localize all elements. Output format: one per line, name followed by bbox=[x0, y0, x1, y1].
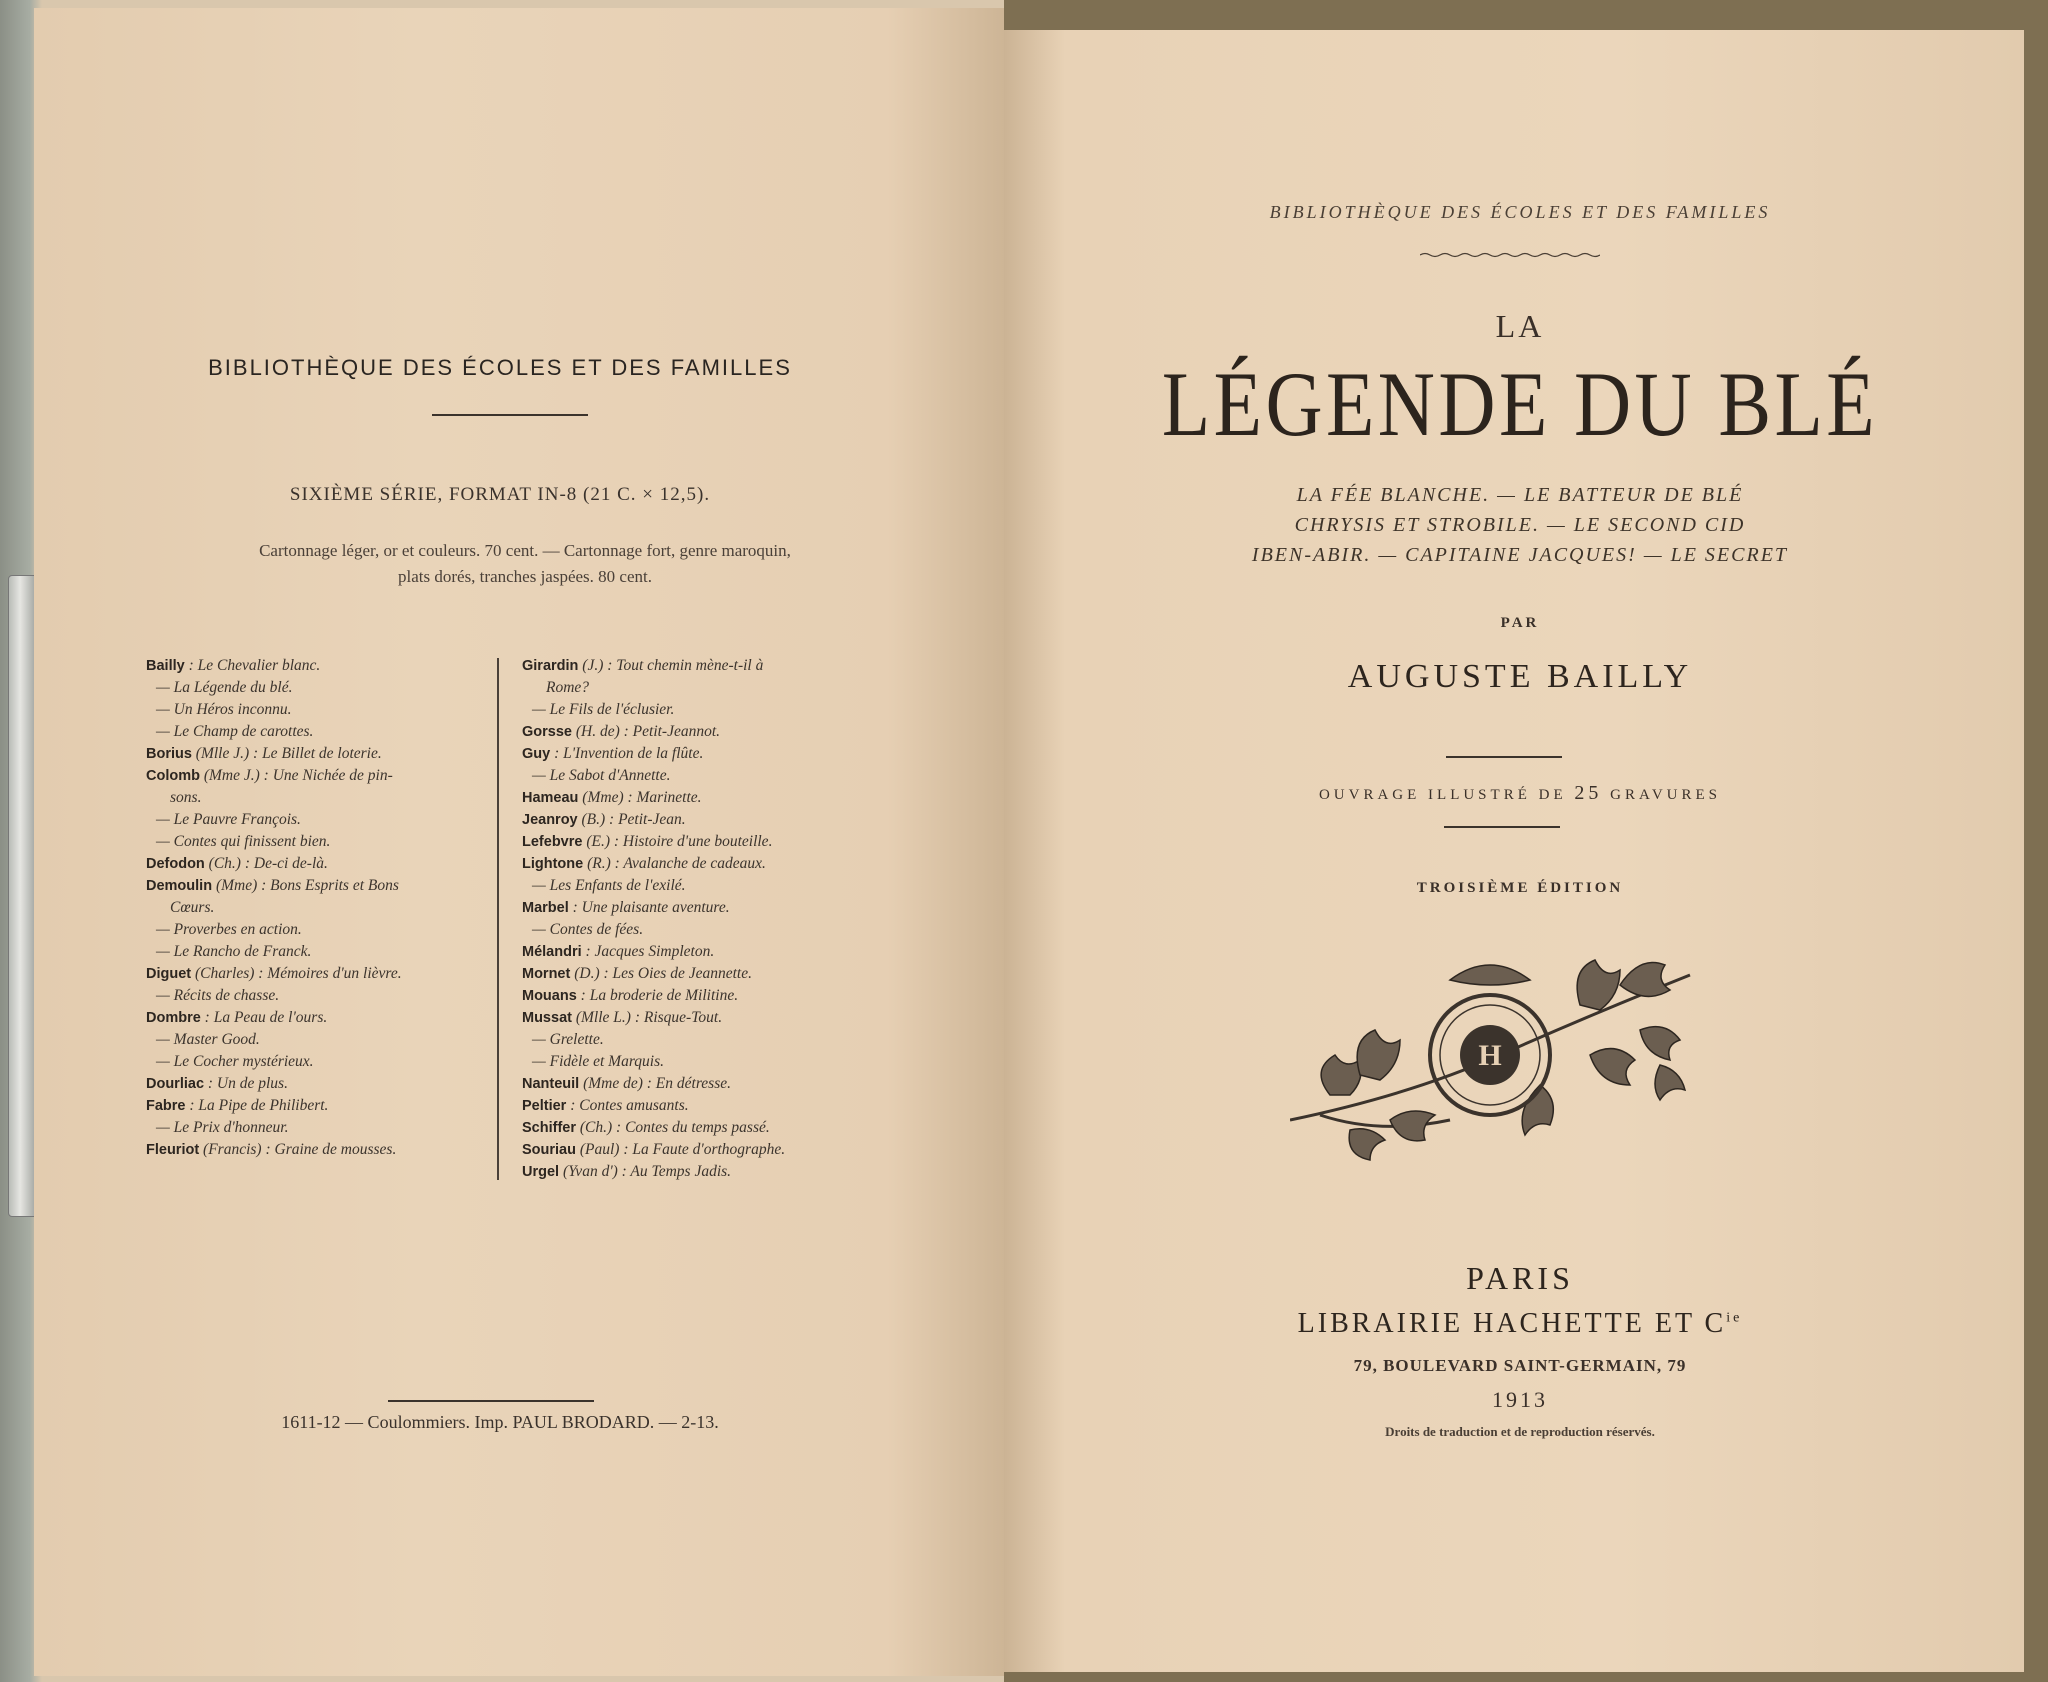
publisher-address: 79, BOULEVARD SAINT-GERMAIN, 79 bbox=[1353, 1356, 1687, 1375]
catalog-subentry: — Contes qui finissent bien. bbox=[156, 833, 331, 850]
illustration-post: GRAVURES bbox=[1610, 787, 1722, 803]
catalog-title: (Mme) : Marinette. bbox=[578, 789, 702, 806]
catalog-entry bbox=[522, 1139, 785, 1161]
catalog-entry bbox=[146, 655, 402, 677]
catalog-author: Girardin bbox=[522, 658, 579, 674]
printer-rule bbox=[388, 1400, 594, 1402]
catalog-author: Jeanroy bbox=[522, 812, 578, 828]
catalog-column-right bbox=[522, 655, 785, 1183]
catalog-title: : La Peau de l'ours. bbox=[200, 1009, 328, 1026]
catalog-author: Mouans bbox=[522, 988, 577, 1004]
catalog-title: : Jacques Simpleton. bbox=[581, 943, 715, 960]
catalog-entry bbox=[522, 1161, 785, 1183]
catalog-subentry: — Le Rancho de Franck. bbox=[156, 943, 312, 960]
catalog-subentry: — Le Prix d'honneur. bbox=[156, 1119, 289, 1136]
illustration-pre: OUVRAGE ILLUSTRÉ DE bbox=[1318, 787, 1567, 803]
by-label: PAR bbox=[1500, 615, 1540, 631]
catalog-author: Dombre bbox=[146, 1010, 201, 1026]
catalog-subentry: — Contes de fées. bbox=[532, 921, 644, 938]
catalog-entry bbox=[146, 1139, 402, 1161]
catalog-subentry: — Récits de chasse. bbox=[156, 987, 280, 1004]
catalog-entry bbox=[522, 941, 785, 963]
ornamental-rule bbox=[1420, 252, 1600, 258]
catalog-subentry: — Le Cocher mystérieux. bbox=[156, 1053, 314, 1070]
catalog-author: Borius bbox=[146, 746, 192, 762]
publication-year: 1913 bbox=[1492, 1387, 1548, 1412]
catalog-column-left bbox=[146, 655, 402, 1161]
catalog-entry bbox=[522, 743, 785, 765]
catalog-title: (Paul) : La Faute d'orthographe. bbox=[575, 1141, 786, 1158]
catalog-author: Schiffer bbox=[522, 1120, 576, 1136]
catalog-author: Mélandri bbox=[522, 944, 582, 960]
binding-info bbox=[160, 538, 890, 590]
left-series-title: BIBLIOTHÈQUE DES ÉCOLES ET DES FAMILLES bbox=[208, 355, 792, 380]
publisher-name-text: LIBRAIRIE HACHETTE ET C bbox=[1297, 1308, 1727, 1339]
catalog-author: Peltier bbox=[522, 1098, 567, 1114]
catalog-entry bbox=[522, 985, 785, 1007]
catalog-title: (Yvan d') : Au Temps Jadis. bbox=[559, 1163, 732, 1180]
catalog-author: Nanteuil bbox=[522, 1076, 580, 1092]
author-rule-top bbox=[1446, 756, 1562, 758]
catalog-title: (Ch.) : De-ci de-là. bbox=[204, 855, 328, 872]
catalog-entry bbox=[522, 655, 785, 677]
catalog-entry bbox=[146, 963, 402, 985]
catalog-author: Guy bbox=[522, 746, 551, 762]
catalog-entry bbox=[522, 1095, 785, 1117]
catalog-title: (D.) : Les Oies de Jeannette. bbox=[570, 965, 752, 982]
catalog-author: Colomb bbox=[146, 768, 200, 784]
catalog-author: Defodon bbox=[146, 856, 205, 872]
catalog-title: (Charles) : Mémoires d'un lièvre. bbox=[191, 965, 402, 982]
catalog-entry bbox=[522, 1073, 785, 1095]
catalog-author: Hameau bbox=[522, 790, 579, 806]
catalog-author: Lightone bbox=[522, 856, 584, 872]
catalog-title: (Francis) : Graine de mousses. bbox=[199, 1141, 397, 1158]
subtitle-line-1: LA FÉE BLANCHE. — LE BATTEUR DE BLÉ bbox=[1296, 484, 1744, 506]
catalog-author: Lefebvre bbox=[522, 834, 583, 850]
catalog-subentry: Rome? bbox=[546, 679, 590, 696]
left-title-rule bbox=[432, 414, 588, 416]
author-name: AUGUSTE BAILLY bbox=[1347, 658, 1693, 695]
catalog-subentry: — Le Sabot d'Annette. bbox=[532, 767, 671, 784]
catalog-title: : La Pipe de Philibert. bbox=[185, 1097, 329, 1114]
catalog-title: (Mme de) : En détresse. bbox=[579, 1075, 731, 1092]
catalog-title: : Un de plus. bbox=[204, 1075, 288, 1092]
catalog-subentry: Cœurs. bbox=[170, 899, 215, 916]
catalog-author: Dourliac bbox=[146, 1076, 205, 1092]
publisher-mark-letter: H bbox=[1478, 1039, 1502, 1072]
catalog-title: (Mme J.) : Une Nichée de pin- bbox=[199, 767, 393, 784]
right-series-title: BIBLIOTHÈQUE DES ÉCOLES ET DES FAMILLES bbox=[1269, 202, 1771, 222]
title-article: LA bbox=[1495, 308, 1545, 344]
catalog-author: Souriau bbox=[522, 1142, 576, 1158]
catalog-entry bbox=[146, 1007, 402, 1029]
rights-notice: Droits de traduction et de reproduction réservés. bbox=[1385, 1424, 1655, 1439]
catalog-title: (J.) : Tout chemin mène-t-il à bbox=[578, 657, 764, 674]
publisher-city: PARIS bbox=[1466, 1260, 1574, 1296]
catalog-author: Bailly bbox=[146, 658, 185, 674]
catalog-entry bbox=[522, 963, 785, 985]
catalog-title: (Ch.) : Contes du temps passé. bbox=[576, 1119, 770, 1136]
illustration-count: 25 bbox=[1574, 782, 1603, 804]
catalog-entry bbox=[522, 809, 785, 831]
catalog-entry bbox=[522, 897, 785, 919]
catalog-title: (Mlle L.) : Risque-Tout. bbox=[571, 1009, 723, 1026]
catalog-entry bbox=[146, 765, 402, 787]
catalog-subentry: — Les Enfants de l'exilé. bbox=[532, 877, 686, 894]
catalog-subentry: — Fidèle et Marquis. bbox=[532, 1053, 665, 1070]
catalog-author: Mornet bbox=[522, 966, 571, 982]
catalog-subentry: — Proverbes en action. bbox=[156, 921, 302, 938]
catalog-entry bbox=[522, 1117, 785, 1139]
catalog-author: Fabre bbox=[146, 1098, 186, 1114]
column-divider bbox=[497, 658, 499, 1180]
publisher-name bbox=[1040, 1308, 2000, 1340]
catalog-subentry: — Grelette. bbox=[532, 1031, 604, 1048]
catalog-subentry: — Le Champ de carottes. bbox=[156, 723, 314, 740]
catalog-entry bbox=[146, 853, 402, 875]
catalog-title: : Contes amusants. bbox=[566, 1097, 689, 1114]
author-rule-bottom bbox=[1444, 826, 1560, 828]
catalog-author: Urgel bbox=[522, 1164, 560, 1180]
catalog-title: (B.) : Petit-Jean. bbox=[577, 811, 686, 828]
catalog-title: : L'Invention de la flûte. bbox=[550, 745, 704, 762]
catalog-title: : Le Chevalier blanc. bbox=[184, 657, 321, 674]
catalog-title: (Mme) : Bons Esprits et Bons bbox=[212, 877, 399, 894]
format-line: SIXIÈME SÉRIE, FORMAT IN-8 (21 C. × 12,5). bbox=[289, 484, 711, 505]
catalog-title: (Mlle J.) : Le Billet de loterie. bbox=[191, 745, 382, 762]
binding-line-2: plats dorés, tranches jaspées. 80 cent. bbox=[398, 567, 652, 586]
catalog-author: Mussat bbox=[522, 1010, 572, 1026]
catalog-title: (R.) : Avalanche de cadeaux. bbox=[583, 855, 766, 872]
catalog-entry bbox=[522, 1007, 785, 1029]
catalog-subentry: — Master Good. bbox=[156, 1031, 260, 1048]
catalog-entry bbox=[146, 1095, 402, 1117]
catalog-author: Fleuriot bbox=[146, 1142, 200, 1158]
book-title: LÉGENDE DU BLÉ bbox=[1161, 353, 1879, 455]
catalog-title: (H. de) : Petit-Jeannot. bbox=[571, 723, 721, 740]
catalog-author: Demoulin bbox=[146, 878, 213, 894]
catalog-entry bbox=[146, 743, 402, 765]
catalog-author: Diguet bbox=[146, 966, 192, 982]
catalog-title: (E.) : Histoire d'une bouteille. bbox=[582, 833, 773, 850]
printer-line: 1611-12 — Coulommiers. Imp. PAUL BRODARD. — 2-13. bbox=[281, 1412, 719, 1432]
illustration-note bbox=[1040, 782, 2000, 805]
catalog-entry bbox=[146, 875, 402, 897]
catalog-title: : La broderie de Militine. bbox=[576, 987, 739, 1004]
catalog-subentry: — La Légende du blé. bbox=[156, 679, 293, 696]
catalog-entry bbox=[522, 853, 785, 875]
catalog-author: Gorsse bbox=[522, 724, 572, 740]
catalog-title: : Une plaisante aventure. bbox=[568, 899, 730, 916]
subtitle-line-3: IBEN-ABIR. — CAPITAINE JACQUES! — LE SECRET bbox=[1251, 544, 1789, 566]
binding-line-1: Cartonnage léger, or et couleurs. 70 cent. — Cartonnage fort, genre maroquin, bbox=[259, 541, 791, 560]
catalog-entry bbox=[522, 831, 785, 853]
catalog-subentry: — Le Fils de l'éclusier. bbox=[532, 701, 675, 718]
catalog-author: Marbel bbox=[522, 900, 569, 916]
catalog-entry bbox=[522, 787, 785, 809]
subtitle-line-2: CHRYSIS ET STROBILE. — LE SECOND CID bbox=[1294, 514, 1746, 536]
publisher-name-sup: ie bbox=[1726, 1310, 1743, 1326]
catalog-subentry: — Le Pauvre François. bbox=[156, 811, 301, 828]
catalog-subentry: — Un Héros inconnu. bbox=[156, 701, 292, 718]
catalog-entry bbox=[146, 1073, 402, 1095]
edition-label: TROISIÈME ÉDITION bbox=[1416, 880, 1624, 896]
catalog-subentry: sons. bbox=[170, 789, 202, 806]
publisher-mark-emblem bbox=[1290, 945, 1710, 1175]
catalog-entry bbox=[522, 721, 785, 743]
